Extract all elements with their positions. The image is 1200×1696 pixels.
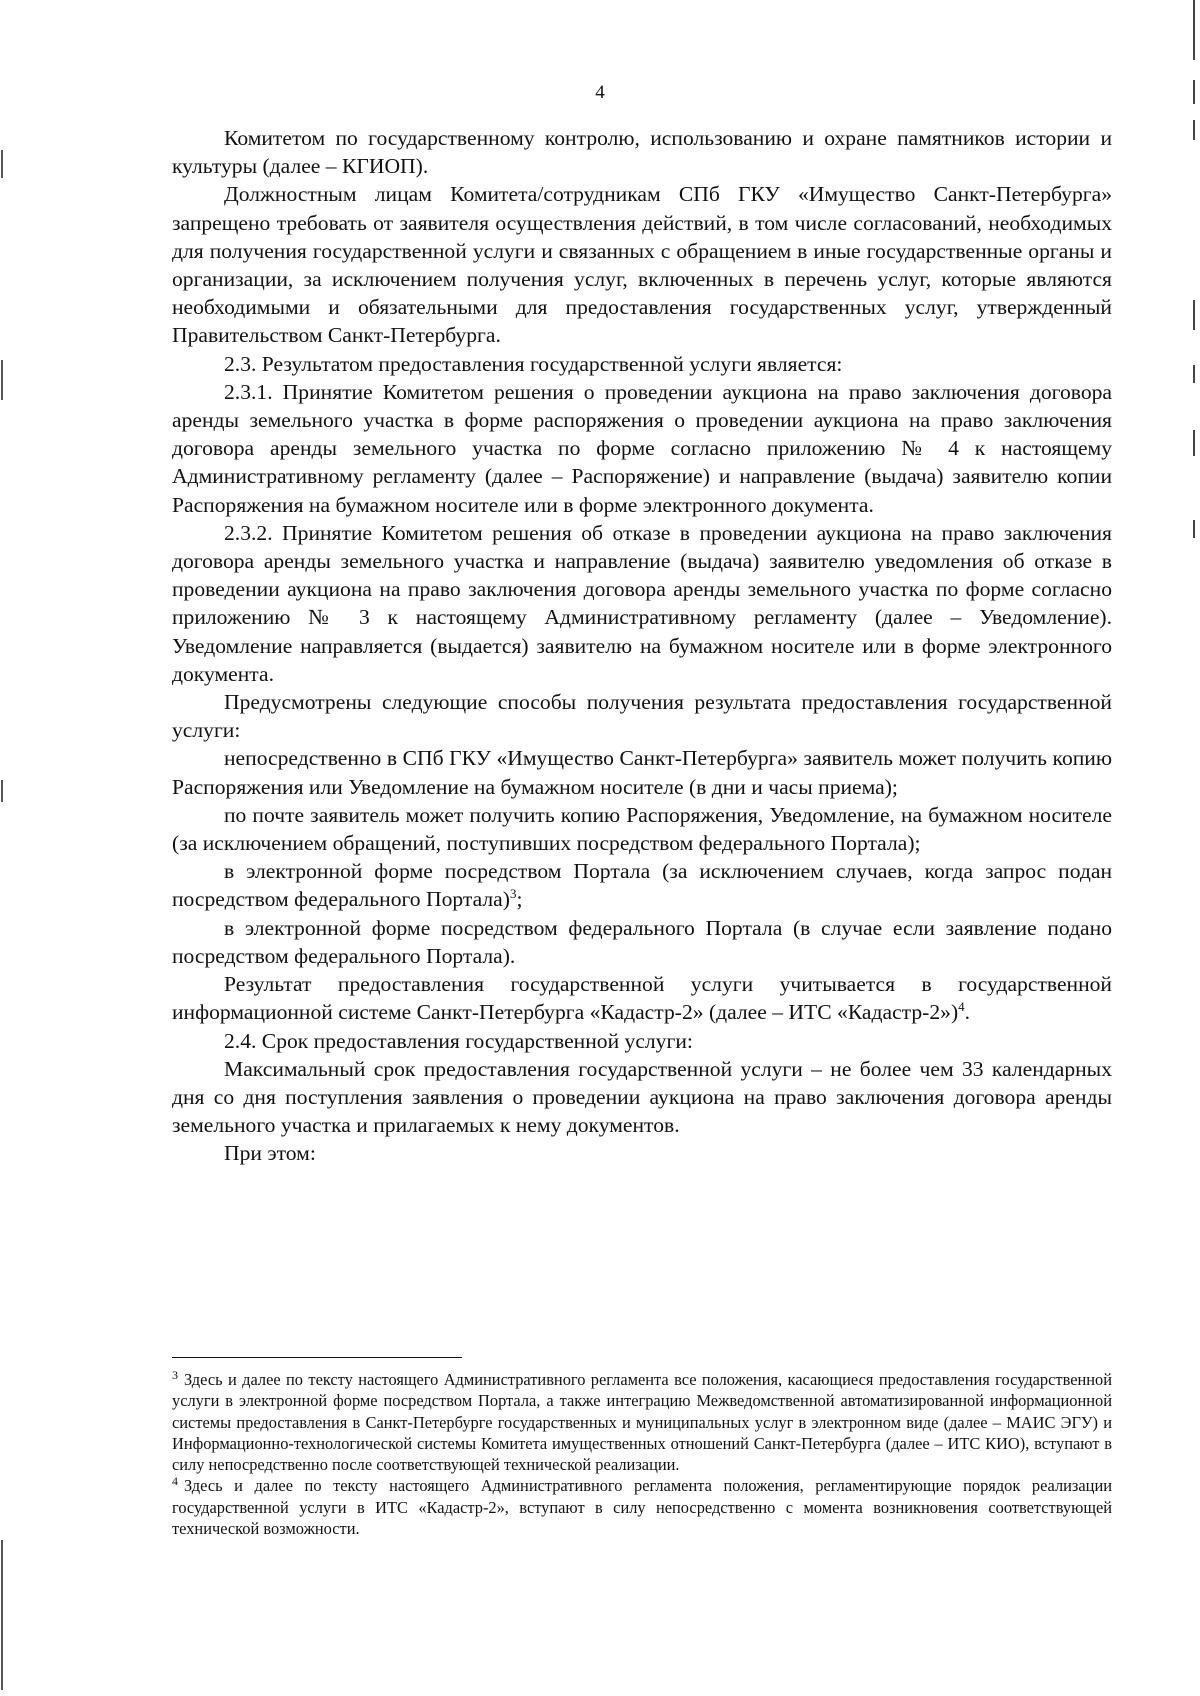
list-item-federal-portal	[172, 914, 1112, 970]
paragraph-tail: .	[964, 1000, 971, 1025]
paragraph-text: Предусмотрены следующие способы получения результата предоставления государственной услуги:	[172, 690, 1112, 743]
paragraph-text: Должностным лицам Комитета/сотрудникам СПб ГКУ «Имущество Санкт-Петербурга» запрещено требовать от заявителя осуществления действий, в том числе согласований, необходимых для получения государственной услуги и связанных с обращением в иные государственные органы и организации, за исключением получения услуг, включенных в перечень услуг, которые являются необходимыми и обязательными для предоставления государственных услуг, утвержденный Правительством Санкт-Петербурга.	[172, 182, 1112, 348]
paragraph-text: 2.3. Результатом предоставления государственной услуги является:	[224, 351, 843, 376]
paragraph-text: по почте заявитель может получить копию Распоряжения, Уведомление, на бумажном носителе (за исключением обращений, поступивших посредством федерального Портала);	[172, 802, 1112, 856]
list-item-portal	[172, 857, 1112, 913]
section-2-3-heading	[172, 350, 1112, 378]
list-item-by-mail	[172, 801, 1112, 857]
paragraph-prohibition	[172, 180, 1112, 349]
list-item-in-person	[172, 744, 1112, 800]
paragraph-text: 2.3.1. Принятие Комитетом решения о проведении аукциона на право заключения договора аренды земельного участка в форме распоряжения о проведении аукциона на право заключения договора аренды земельного участка по форме согласно приложению № 4 к настоящему Административному регламенту (далее – Распоряжение) и направление (выдача) заявителю копии Распоряжения на бумажном носителе или в форме электронного документа.	[172, 379, 1112, 517]
footnote-4	[172, 1475, 1112, 1539]
scan-edge-right	[1191, 0, 1197, 1696]
section-2-4-heading	[172, 1027, 1112, 1055]
footnote-3	[172, 1369, 1112, 1475]
scan-edge-left	[0, 0, 4, 1696]
section-2-3-2	[172, 519, 1112, 688]
footnote-divider	[172, 1357, 462, 1358]
footnote-text: Здесь и далее по тексту настоящего Административного регламента положения, регламентирующие порядок реализации государственной услуги в ИТС «Кадастр-2», вступают в силу непосредственно с момента возникновения соответствующей технической возможности.	[172, 1476, 1112, 1539]
footnotes	[172, 1369, 1112, 1539]
paragraph-text: непосредственно в СПб ГКУ «Имущество Санкт-Петербурга» заявитель может получить копию Распоряжения или Уведомление на бумажном носителе (в дни и часы приема);	[172, 746, 1112, 799]
document-body	[172, 124, 1112, 1168]
footnote-ref-4: 4	[958, 999, 965, 1015]
section-2-3-1	[172, 378, 1112, 519]
paragraph-cadastre	[172, 970, 1112, 1026]
paragraph-text: в электронной форме посредством федерального Портала (в случае если заявление подано посредством федерального Портала).	[172, 915, 1112, 968]
paragraph-text: При этом:	[224, 1141, 316, 1166]
paragraph-text: в электронной форме посредством Портала (за исключением случаев, когда запрос подан посредством федерального Портала)	[172, 859, 1112, 912]
paragraph-text: 2.4. Срок предоставления государственной услуги:	[224, 1028, 693, 1053]
footnote-ref-3: 3	[509, 886, 517, 902]
paragraph-max-term	[172, 1055, 1112, 1140]
paragraph-tail: ;	[516, 887, 523, 912]
page-number: 4	[595, 82, 605, 103]
paragraph-text: Комитетом по государственному контролю, использованию и охране памятников истории и культуры (далее – КГИОП).	[172, 126, 1112, 179]
footnote-number: 3	[172, 1367, 178, 1382]
paragraph-at-that	[172, 1139, 1112, 1167]
paragraph-kgiop	[172, 124, 1112, 180]
paragraph-result-methods	[172, 688, 1112, 744]
footnote-number: 4	[172, 1474, 178, 1489]
paragraph-text: 2.3.2. Принятие Комитетом решения об отказе в проведении аукциона на право заключения договора аренды земельного участка и направление (выдача) заявителю уведомления об отказе в проведении аукциона на право заключения договора аренды земельного участка по форме согласно приложению № 3 к настоящему Административному регламенту (далее – Уведомление). Уведомление направляется (выдается) заявителю на бумажном носителе или в форме электронного документа.	[172, 520, 1112, 686]
paragraph-text: Максимальный срок предоставления государственной услуги – не более чем 33 календарных дня со дня поступления заявления о проведении аукциона на право заключения договора аренды земельного участка и прилагаемых к нему документов.	[172, 1056, 1112, 1138]
footnote-text: Здесь и далее по тексту настоящего Административного регламента все положения, касающиеся предоставления государственной услуги в электронной форме посредством Портала, а также интеграцию Межведомственной автоматизированной информационной системы предоставления в Санкт-Петербурге государственных и муниципальных услуг в электронном виде (далее – МАИС ЭГУ) и Информационно-технологической системы Комитета имущественных отношений Санкт-Петербурга (далее – ИТС КИО), вступают в силу непосредственно после соответствующей технической реализации.	[172, 1370, 1112, 1475]
paragraph-text: Результат предоставления государственной услуги учитывается в государственной информационной системе Санкт-Петербурга «Кадастр-2» (далее – ИТС «Кадастр-2»)	[172, 972, 1112, 1025]
